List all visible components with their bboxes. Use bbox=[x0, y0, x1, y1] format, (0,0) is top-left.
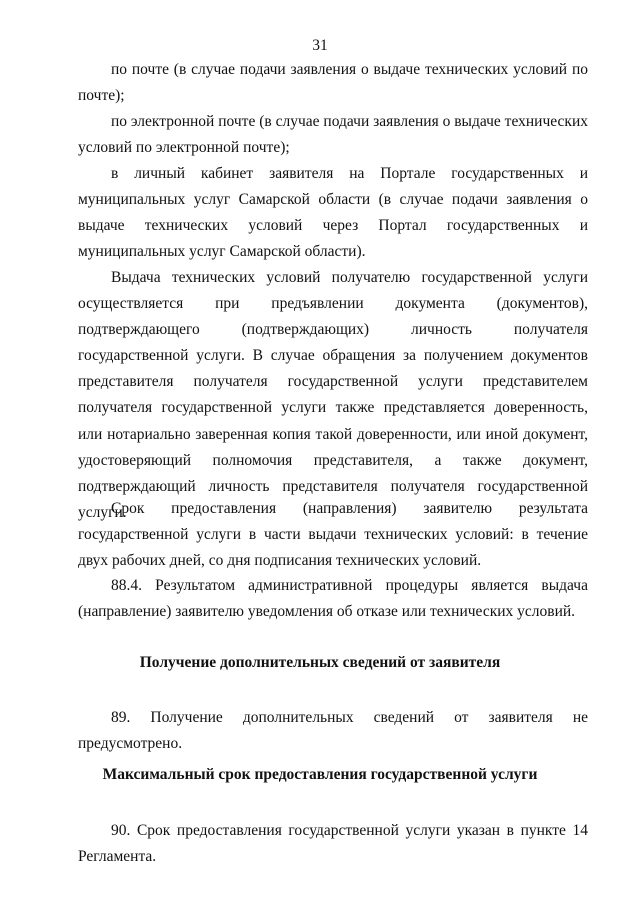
paragraph-by-email: по электронной почте (в случае подачи заявления о выдаче технических условий по электронной почте); bbox=[78, 113, 588, 157]
section-heading-additional-info: Получение дополнительных сведений от заявителя bbox=[139, 654, 501, 671]
paragraph-personal-cabinet: в личный кабинет заявителя на Портале государственных и муниципальных услуг Самарской области (в случае подачи заявления о выдаче технических условий через Портал государственных и муниципальных услуг Самарской области). bbox=[78, 165, 588, 261]
paragraph-90: 90. Срок предоставления государственной услуги указан в пункте 14 Регламента. bbox=[78, 822, 588, 866]
paragraph-by-mail: по почте (в случае подачи заявления о выдаче технических условий по почте); bbox=[78, 61, 588, 105]
paragraph-issuance: Выдача технических условий получателю государственной услуги осуществляется при предъявлении документа (документов), подтверждающего (подтверждающих) личность получателя государственной услуги. В случае обращения за получением документов представителя получателя государственной услуги представителем получателя государственной услуги также представляется доверенность, или нотариально заверенная копия такой доверенности, или иной документ, удостоверяющий полномочия представителя, а также документ, подтверждающий личность представителя получателя государственной услуги. bbox=[78, 269, 588, 521]
paragraph-88-4: 88.4. Результатом административной процедуры является выдача (направление) заявителю уведомления об отказе или технических условий. bbox=[78, 577, 588, 621]
section-heading-max-term: Максимальный срок предоставления государственной услуги bbox=[102, 766, 538, 783]
paragraph-89: 89. Получение дополнительных сведений от заявителя не предусмотрено. bbox=[78, 709, 588, 753]
paragraph-term: Срок предоставления (направления) заявителю результата государственной услуги в части выдачи технических условий: в течение двух рабочих дней, со дня подписания технических условий. bbox=[78, 500, 588, 570]
page-number: 31 bbox=[312, 37, 328, 54]
